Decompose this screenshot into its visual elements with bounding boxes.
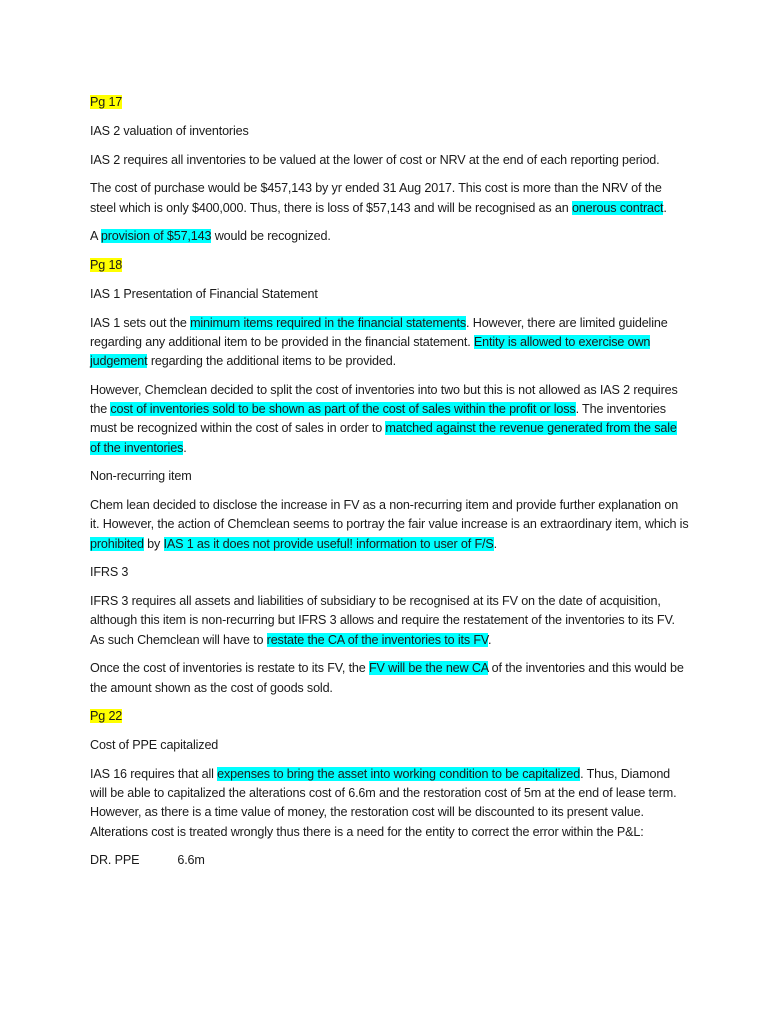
text-run: by — [143, 536, 164, 551]
paragraph-chemclean-split — [90, 381, 690, 458]
heading-ias2: IAS 2 valuation of inventories — [90, 123, 249, 138]
heading-non-recurring: Non-recurring item — [90, 469, 192, 484]
paragraph-fv-new-ca — [90, 659, 690, 697]
text-run: . The inventories must be recognized within the cost of sales in order to — [90, 402, 666, 436]
text-run: IFRS 3 requires all assets and liabilities of subsidiary to be recognised at its FV on the date of acquisition, although this item is non-recurring but IFRS 3 allows and require the restatement of the inventories to its FV. As such Chemclean will have to — [90, 594, 675, 647]
highlight-fv-new-ca: FV will be the new CA — [368, 661, 489, 676]
paragraph-ias1-items — [90, 314, 690, 372]
highlight-capitalized: expenses to bring the asset into working condition to be capitalized — [217, 766, 581, 781]
highlight-minimum-items: minimum items required in the financial statements — [190, 315, 467, 330]
text-run: IAS 1 sets out the — [90, 315, 191, 330]
highlight-matched-revenue: matched against the revenue generated from the sale of the inventories — [90, 421, 677, 455]
highlight-cost-of-sales: cost of inventories sold to be shown as part of the cost of sales within the profit or loss — [110, 402, 576, 417]
text-run: . However, there are limited guideline regarding any additional item to be provided in the financial statement. — [90, 315, 668, 349]
heading-ifrs3: IFRS 3 — [90, 565, 129, 580]
journal-entry-dr-ppe — [90, 851, 690, 870]
document-body — [90, 93, 690, 871]
text-run: . — [183, 440, 187, 455]
page-ref-highlight: Pg 18 — [90, 258, 123, 273]
text-run: . — [493, 536, 497, 551]
highlight-onerous-contract: onerous contract — [571, 200, 664, 215]
page-ref-highlight: Pg 17 — [90, 95, 123, 109]
text-run: The cost of purchase would be $457,143 by yr ended 31 Aug 2017. This cost is more than the NRV of the steel which is only $400,000. Thus, there is loss of $57,143 and will be recognised as an — [90, 181, 662, 215]
highlight-restate-ca: restate the CA of the inventories to its FV — [266, 632, 488, 647]
page-ref-22 — [90, 707, 690, 726]
text-run: However, Chemclean decided to split the cost of inventories into two but this is not allowed as IAS 2 requires the — [90, 382, 678, 417]
journal-amount: 6.6m — [177, 853, 205, 868]
highlight-provision: provision of $57,143 — [100, 229, 212, 244]
text-run: . — [487, 632, 492, 647]
highlight-own-judgement: Entity is allowed to exercise own judgement — [90, 334, 651, 369]
page-ref-highlight: Pg 22 — [90, 709, 123, 724]
journal-account: DR. PPE — [90, 853, 140, 868]
paragraph-cost-of-purchase — [90, 179, 690, 217]
paragraph-ias2-requirement: IAS 2 requires all inventories to be valued at the lower of cost or NRV at the end of each reporting period. — [90, 152, 660, 167]
paragraph-ias16 — [90, 765, 690, 842]
highlight-prohibited: prohibited — [90, 536, 144, 551]
text-run: . Thus, Diamond will be able to capitalized the alterations cost of 6.6m and the restoration cost of 5m at the end of lease term. However, as there is a time value of money, the restoration cost will be discounted to its present value. Alterations cost is treated wrongly thus there is a need for the entity to correct the error within the P&L: — [90, 766, 677, 839]
text-run: regarding the additional items to be provided. — [147, 354, 396, 369]
page-ref-18 — [90, 256, 690, 275]
text-run: Chem lean decided to disclose the increase in FV as a non-recurring item and provide further explanation on it. However, the action of Chemclean seems to portray the fair value increase is an extraordinary item, which is — [90, 498, 689, 532]
paragraph-ifrs3 — [90, 592, 690, 650]
text-run: of the inventories and this would be the amount shown as the cost of goods sold. — [90, 661, 684, 695]
text-run: . — [663, 200, 667, 215]
text-run: Once the cost of inventories is restate to its FV, the — [90, 661, 369, 676]
text-run: A — [90, 229, 101, 244]
page-ref-17 — [90, 93, 690, 112]
text-run: IAS 16 requires that all — [90, 766, 218, 781]
heading-ppe: Cost of PPE capitalized — [90, 738, 219, 753]
heading-ias1: IAS 1 Presentation of Financial Statement — [90, 286, 318, 301]
text-run: would be recognized. — [211, 229, 331, 244]
paragraph-provision — [90, 227, 690, 246]
paragraph-non-recurring — [90, 496, 690, 554]
highlight-ias1-useful-info: IAS 1 as it does not provide useful! information to user of F/S — [163, 536, 494, 551]
